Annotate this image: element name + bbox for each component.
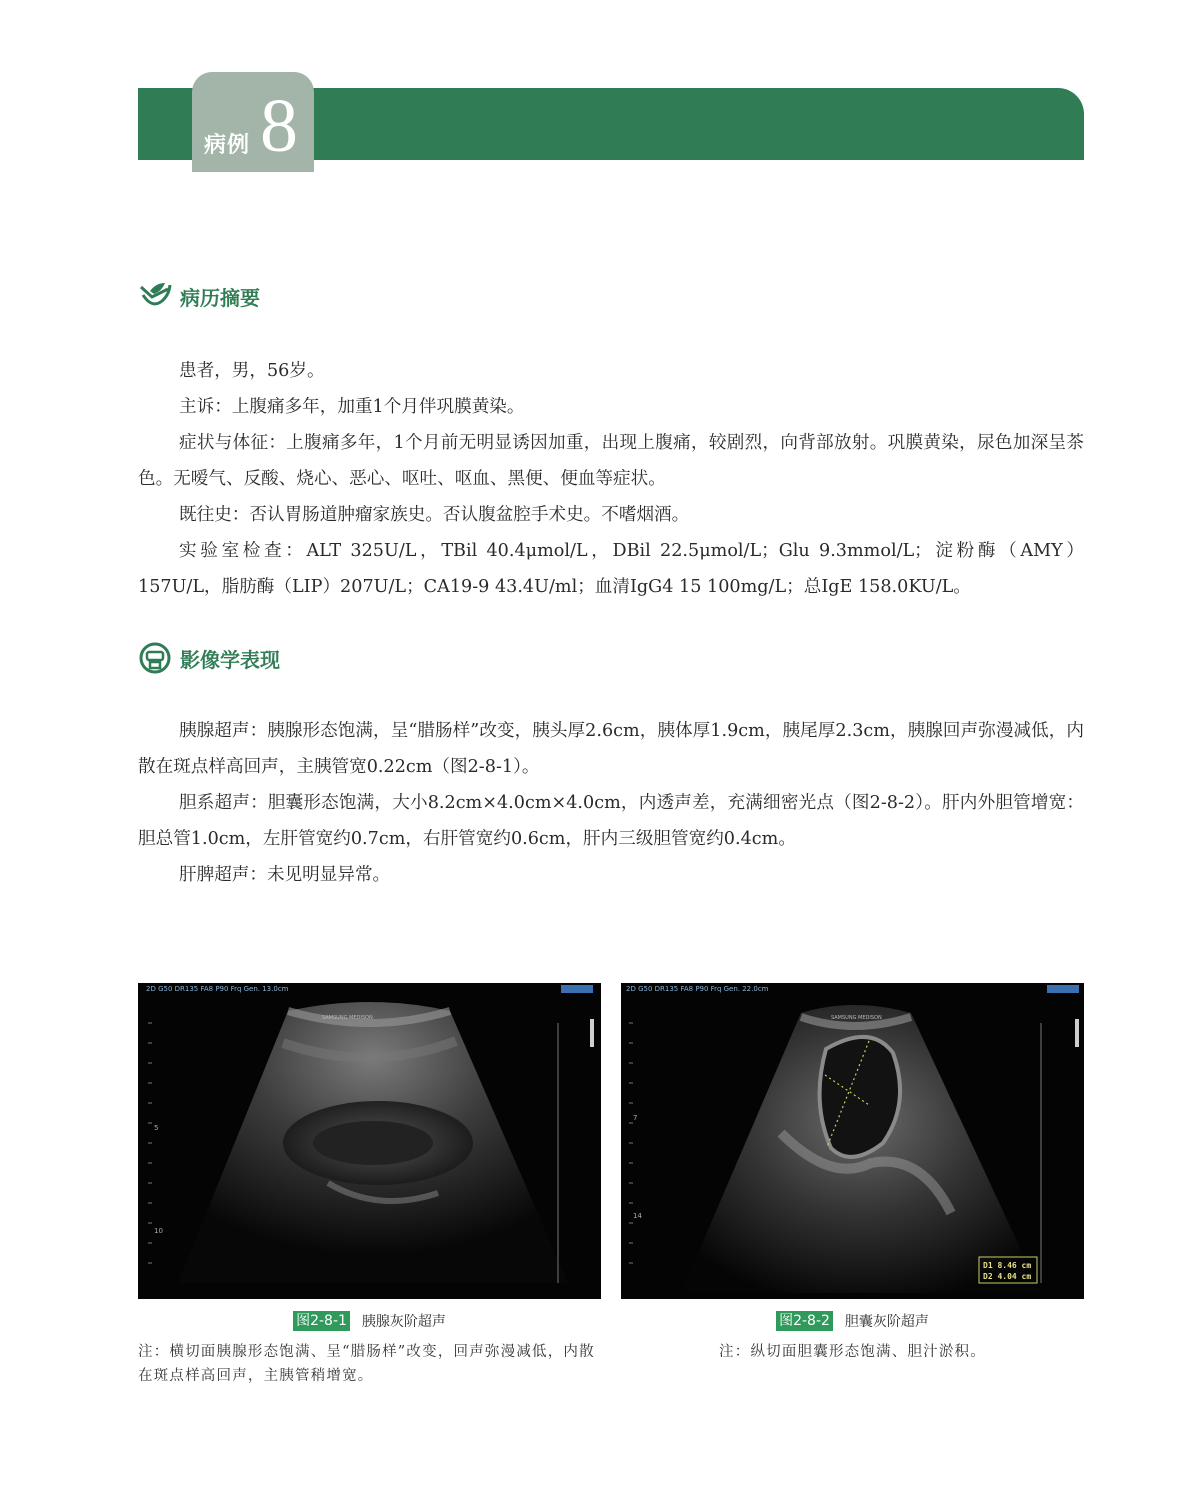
figure1-brand: SAMSUNG MEDISON: [322, 1015, 373, 1021]
imaging-pancreas: 胰腺超声：胰腺形态饱满，呈“腊肠样”改变，胰头厚2.6cm，胰体厚1.9cm，胰尾厚2.3cm，胰腺回声弥漫减低，内散在斑点样高回声，主胰管宽0.22cm（图2-8-1）。: [138, 721, 1084, 777]
leaf-book-icon: [138, 279, 174, 313]
figure2-depth-7: 7: [633, 1114, 638, 1122]
figure-pancreas-ultrasound: [138, 983, 601, 1299]
figure1-number: 图2-8-1: [293, 1311, 350, 1331]
figure1-depth-10: 10: [154, 1227, 163, 1235]
figure1-note: 注：横切面胰腺形态饱满、呈“腊肠样”改变，回声弥漫减低，内散在斑点样高回声，主胰管稍增宽。: [138, 1344, 595, 1384]
history-patient: 患者，男，56岁。: [179, 361, 325, 381]
figure2-measure-d2: D2 4.04 cm: [983, 1272, 1032, 1281]
case-tab: [192, 72, 314, 172]
figure2-number: 图2-8-2: [776, 1311, 833, 1331]
figure1-title: 胰腺灰阶超声: [361, 1314, 446, 1330]
history-complaint: 主诉：上腹痛多年，加重1个月伴巩膜黄染。: [179, 397, 525, 417]
figure1-caption: [138, 1310, 601, 1332]
case-number: 8: [260, 84, 298, 168]
figure2-measure-d1: D1 8.46 cm: [983, 1261, 1032, 1270]
history-section-title: [138, 276, 260, 316]
imaging-section-title: [138, 638, 280, 678]
figure2-overlay-text: 2D G50 DR135 FA8 P90 Frq Gen. 22.0cm: [626, 985, 769, 993]
figure2-caption: [621, 1310, 1084, 1332]
imaging-monitor-icon: [138, 641, 174, 675]
history-symptoms: 症状与体征：上腹痛多年，1个月前无明显诱因加重，出现上腹痛，较剧烈，向背部放射。巩膜黄染，尿色加深呈茶色。无嗳气、反酸、烧心、恶心、呕吐、呕血、黑便、便血等症状。: [138, 433, 1084, 489]
imaging-title: 影像学表现: [180, 647, 280, 672]
figure2-title: 胆囊灰阶超声: [844, 1314, 929, 1330]
figure2-brand: SAMSUNG MEDISON: [831, 1015, 882, 1021]
figure1-overlay-text: 2D G50 DR135 FA8 P90 Frq Gen. 13.0cm: [146, 985, 289, 993]
history-lab: 实验室检查：ALT 325U/L，TBil 40.4μmol/L，DBil 22.5μmol/L；Glu 9.3mmol/L；淀粉酶（AMY）157U/L，脂肪酶（LIP）207U/L；CA19-9 43.4U/ml；血清IgG4 15 100mg/L；总IgE 158.0KU/L。: [138, 541, 1084, 597]
case-label: 病例: [204, 133, 251, 158]
figure2-depth-14: 14: [633, 1212, 642, 1220]
figure2-note: 注：纵切面胆囊形态饱满、胆汁淤积。: [719, 1344, 986, 1360]
figure1-depth-5: 5: [154, 1124, 159, 1132]
imaging-liver-spleen: 肝脾超声：未见明显异常。: [179, 865, 391, 885]
imaging-biliary: 胆系超声：胆囊形态饱满，大小8.2cm×4.0cm×4.0cm，内透声差，充满细密光点（图2-8-2）。肝内外胆管增宽：胆总管1.0cm，左肝管宽约0.7cm，右肝管宽约0.6cm，肝内三级胆管宽约0.4cm。: [138, 793, 1084, 849]
history-past: 既往史：否认胃肠道肿瘤家族史。否认腹盆腔手术史。不嗜烟酒。: [179, 505, 690, 525]
history-title: 病历摘要: [180, 285, 260, 310]
figure-gallbladder-ultrasound: [621, 983, 1084, 1299]
